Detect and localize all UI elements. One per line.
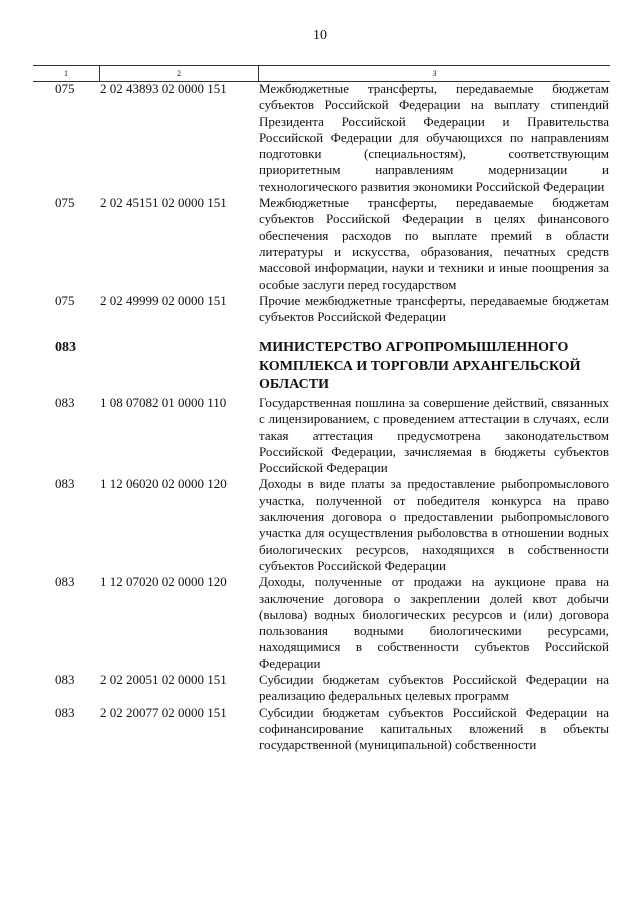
admin-code: 075 [55, 81, 75, 96]
admin-code: 083 [55, 394, 75, 410]
income-description: Субсидии бюджетам субъектов Российской Федерации на реализацию федеральных целевых программ [259, 672, 609, 704]
income-description: Государственная пошлина за совершение действий, связанных с лицензированием, с проведением аттестации в случаях, если такая аттестация предусмотрена законодательством Российской Федерации, зачисляемая в бюджеты субъектов Российской Федерации [259, 394, 609, 476]
header-col-3: 3 [432, 69, 437, 78]
ministry-title: МИНИСТЕРСТВО АГРОПРОМЫШЛЕННОГО КОМПЛЕКСА И ТОРГОВЛИ АРХАНГЕЛЬСКОЙ ОБЛАСТИ [259, 340, 581, 393]
table-row [0, 574, 640, 672]
page-number: 10 [313, 28, 327, 43]
table-row [0, 395, 640, 476]
income-description: Субсидии бюджетам субъектов Российской Федерации на софинансирование капитальных вложений в объекты государственной (муниципальной) собственности [259, 704, 609, 753]
admin-code: 083 [55, 672, 75, 687]
header-col-1: 1 [64, 69, 68, 78]
budget-classification-code: 2 02 49999 02 0000 151 [100, 292, 227, 308]
income-description: Прочие межбюджетные трансферты, передаваемые бюджетам субъектов Российской Федерации [259, 292, 609, 325]
row-spacer [0, 325, 640, 339]
table-row [0, 705, 640, 754]
table-body [0, 81, 640, 753]
table-header [33, 65, 610, 82]
admin-code: 083 [55, 340, 76, 356]
table-row [0, 81, 640, 195]
budget-classification-code: 2 02 43893 02 0000 151 [100, 81, 227, 96]
income-description: Межбюджетные трансферты, передаваемые бюджетам субъектов Российской Федерации на выплату стипендий Президента Российской Федерации и Правительства Российской Федерации для обучающихся по направлениям подготовки (специальностям), соответствующим приоритетным направлениям модернизации и технологического развития экономики Российской Федерации [259, 81, 609, 194]
budget-classification-code: 2 02 45151 02 0000 151 [100, 195, 227, 211]
budget-classification-code: 2 02 20051 02 0000 151 [100, 672, 227, 687]
admin-code: 075 [55, 292, 75, 308]
table-row [0, 195, 640, 293]
table-row [0, 476, 640, 574]
income-description: Межбюджетные трансферты, передаваемые бюджетам субъектов Российской Федерации в целях финансового обеспечения расходов по выплате премий в области литературы и искусства, образования, печатных средств массовой информации, науки и техники и иные поощрения за особые заслуги перед государством [259, 195, 609, 292]
admin-code: 083 [55, 704, 75, 720]
budget-classification-code: 1 12 07020 02 0000 120 [100, 574, 227, 590]
admin-code: 083 [55, 476, 75, 492]
budget-classification-code: 1 12 06020 02 0000 120 [100, 476, 227, 492]
table-row [0, 293, 640, 326]
budget-classification-code: 2 02 20077 02 0000 151 [100, 704, 227, 720]
table-row [0, 672, 640, 705]
ministry-heading-row [0, 339, 640, 395]
admin-code: 083 [55, 574, 75, 590]
income-description: Доходы в виде платы за предоставление рыбопромыслового участка, полученной от победителя конкурса на право заключения договора о предоставлении рыбопромыслового участка для осуществления рыболовства в отношении водных биологических ресурсов, находящихся в собственности субъектов Российской Федерации [259, 476, 609, 573]
income-description: Доходы, полученные от продажи на аукционе права на заключение договора о закреплении долей квот добычи (вылова) водных биологических ресурсов и (или) договора пользования водными биологическими ресурсами, находящимися в собственности субъектов Российской Федерации [259, 574, 609, 671]
header-col-2: 2 [177, 69, 181, 78]
budget-classification-code: 1 08 07082 01 0000 110 [100, 394, 227, 410]
admin-code: 075 [55, 195, 75, 211]
